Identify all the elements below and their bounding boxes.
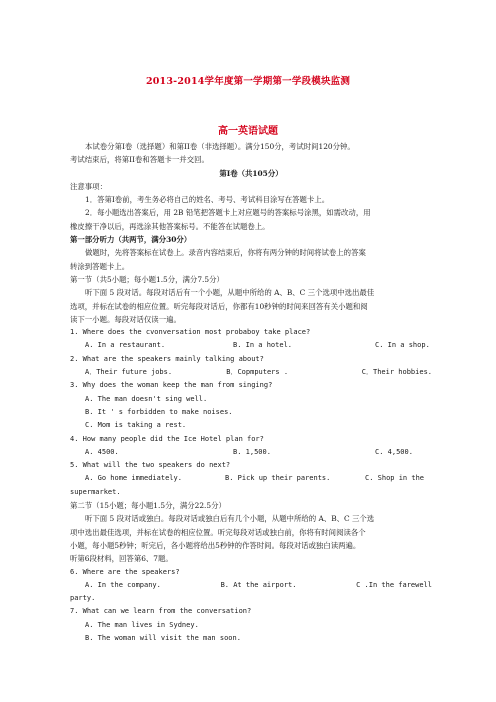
option-b: B. 1,500. [233,447,271,456]
question-stem: 7. What can we learn from the conversation? [70,607,252,616]
question-stem: 4. How many people did the Ice Hotel plan for? [70,434,264,443]
question-options [70,339,432,352]
question-stem: 2. What are the speakers mainly talking about? [70,354,264,363]
section1-desc: 做题时，先将答案标在试卷上。录音内容结束后，你将有两分钟的时间将试卷上的答案 [85,248,366,258]
exam-content [70,140,432,645]
option-b: B. Pick up their parents. [225,474,331,483]
notice-item: 2．每小题选出答案后，用 2B 铅笔把答题卡上对应题号的答案标号涂黑，如需改动，用 [85,208,371,218]
option-a: A. Go home immediately. [85,474,182,483]
question-stem: 5. What will the two speakers do next? [70,461,231,470]
question-options [70,446,432,459]
question-stem: 6. Where are the speakers? [70,567,180,576]
option-b: B. In a hotel. [233,341,293,350]
intro-line: 考试结束后，将第II卷和答题卡一并交回。 [70,155,209,165]
option-c: C .In the farewell [356,580,432,589]
option-a: A. The man doesn't sing well. [85,394,208,403]
exam-main-title: 2013-2014学年度第一学期第一学段模块监测 [145,76,351,87]
part-a-desc: 听下面 5 段对话。每段对话后有一个小题，从题中所给的 A、B、C 三个选项中选出最佳 [85,288,375,298]
part-b-desc: 项中选出最佳选项，并标在试卷的相应位置。听完每段对话或独白前，你将有时间阅读各个 [70,527,366,537]
option-c-cont: party. [70,594,96,603]
option-c: C. Mom is taking a rest. [85,421,187,430]
notice-item: 1．答第Ⅰ卷前，考生务必将自己的姓名、考号、考试科目涂写在答题卡上。 [85,195,330,205]
part-a-heading: 第一节（共5小题；每小题1.5分，满分7.5分） [70,274,224,284]
option-b: B. It ' s forbidden to make noises. [85,407,233,416]
section1-desc: 转涂到答题卡上。 [70,261,130,271]
option-c: C. 4,500. [375,447,413,456]
option-b: B. The woman will visit the man soon. [85,633,241,642]
notice-label: 注意事项： [70,181,107,191]
part-b-desc: 小题，每小题5秒钟；听完后，各小题将给出5秒钟的作答时间。每段对话或独白读两遍。 [70,540,361,550]
question-stem: 1. Where does the cvonversation most probaboy take place? [70,328,311,337]
option-a: A. The man lives in Sydney. [85,620,199,629]
option-a: A. 4500. [85,447,119,456]
part-a-desc: 读下一小题。每段对话仅读一遍。 [70,314,181,324]
part-b-desc: 听第6段材料，回答第6、7题。 [70,554,173,564]
question-options [70,579,432,592]
option-c: C. Shop in the [365,474,425,483]
part-a-desc: 选项，并标在试卷的相应位置。听完每段对话后，你都有10秒钟的时间来回答有关小题和阅 [70,301,368,311]
option-a: A. In a restaurant. [85,341,166,350]
option-a: A．Their future jobs. [85,368,173,377]
part-b-desc: 听下面 5 段对话或独白。每段对话或独白后有几个小题，从题中所给的 A、B、C 三个选 [85,514,375,524]
question-options [70,472,432,485]
question-stem: 3. Why does the woman keep the man from singing? [70,381,273,390]
exam-subject-title: 高一英语试题 [218,126,278,137]
option-c: C．Their hobbies. [361,368,432,377]
question-options [70,366,432,379]
option-b: B．Copmputers . [226,368,289,377]
option-a: A. In the company. [85,580,161,589]
notice-item-cont: 橡皮擦干净以后，再选涂其他答案标号。不能答在试题卷上。 [70,221,270,231]
option-b: B. At the airport. [220,580,297,589]
part1-heading: 第Ⅰ卷（共105分） [219,168,283,178]
option-c: C. In a shop. [375,341,430,350]
part-b-heading: 第二节（15小题；每小题1.5分，满分22.5分） [70,501,226,511]
section1-heading: 第一部分听力（共两节，满分30分） [70,235,192,245]
intro-line: 本试卷分第Ⅰ卷（选择题）和第II卷（非选择题）。满分150分，考试时间120分钟。 [85,142,355,151]
option-c-cont: supermarket. [70,487,121,496]
